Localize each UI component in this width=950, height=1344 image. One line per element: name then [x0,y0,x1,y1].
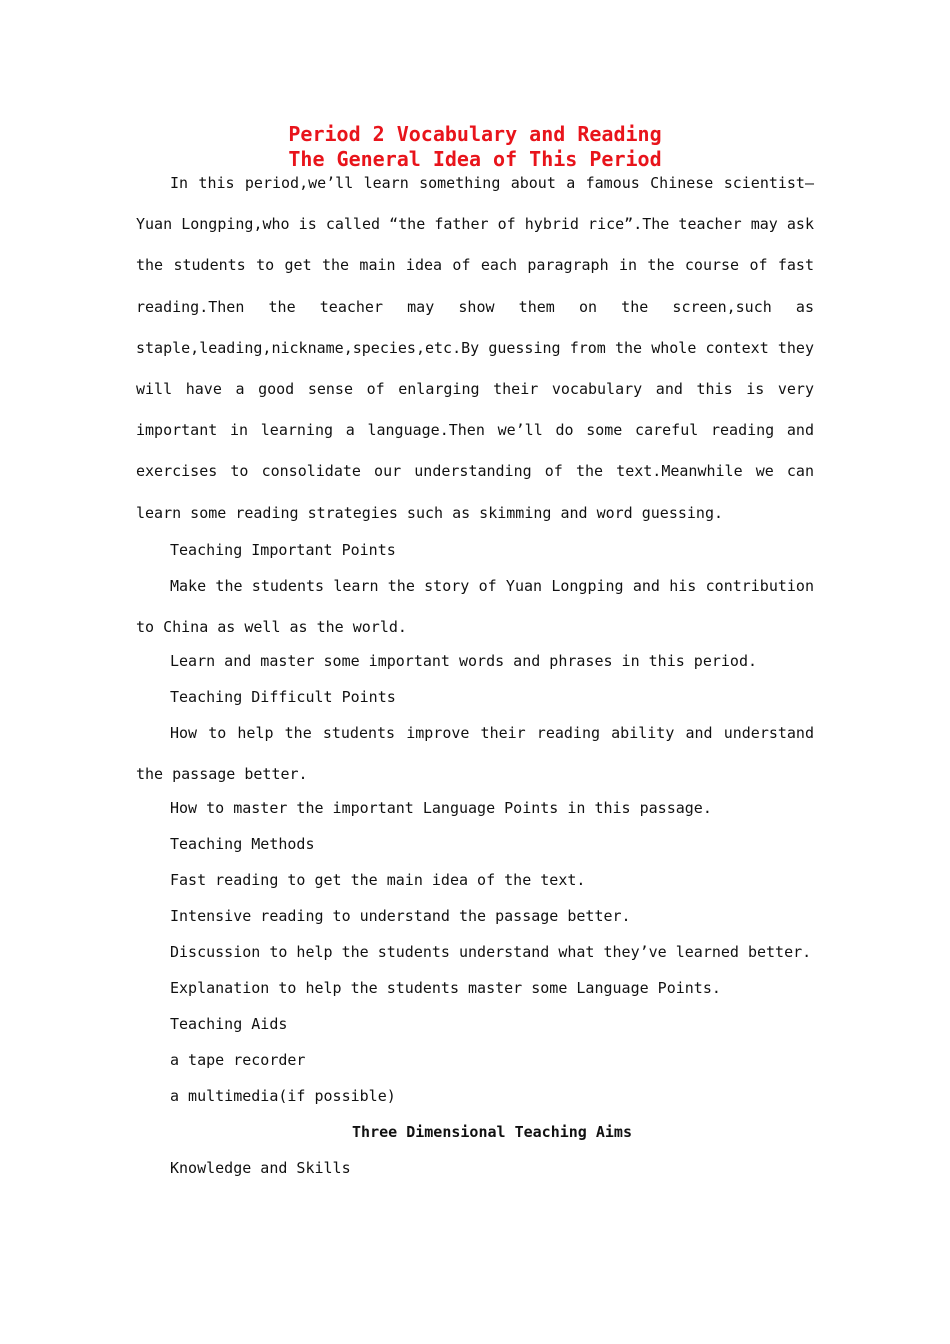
method-4: Explanation to help the students master some Language Points. [170,978,721,997]
difficult-point-1: How to help the students improve their reading ability and understand the passage better. [136,723,814,783]
aims-heading: Three Dimensional Teaching Aims [352,1122,632,1141]
document-page [136,122,814,1186]
important-point-1: Make the students learn the story of Yuan Longping and his contribution to China as well as the world. [136,576,814,636]
difficult-points-heading: Teaching Difficult Points [170,687,396,706]
methods-heading: Teaching Methods [170,834,315,853]
intro-paragraph: In this period,we’ll learn something about a famous Chinese scientist—Yuan Longping,who is called “the father of hybrid rice”.The teacher may ask the students to get the main idea of each paragraph in the course of fast reading.Then the teacher may show them on the screen,such as staple,leading,nickname,species,etc.By guessing from the whole context they will have a good sense of enlarging their vocabulary and this is very important in learning a language.Then we’ll do some careful reading and exercises to consolidate our understanding of the text.Meanwhile we can learn some reading strategies such as skimming and word guessing. [136,174,814,522]
method-3: Discussion to help the students understand what they’ve learned better. [170,942,812,961]
aids-heading: Teaching Aids [170,1014,288,1033]
knowledge-skills-heading: Knowledge and Skills [170,1158,351,1177]
general-idea-title: The General Idea of This Period [288,147,662,171]
difficult-point-2: How to master the important Language Points in this passage. [170,798,712,817]
important-points-heading: Teaching Important Points [170,540,396,559]
method-1: Fast reading to get the main idea of the text. [170,870,586,889]
document-body [136,163,814,1186]
period-title: Period 2 Vocabulary and Reading [288,122,662,146]
aid-2: a multimedia(if possible) [170,1086,396,1105]
method-2: Intensive reading to understand the passage better. [170,906,631,925]
aid-1: a tape recorder [170,1050,306,1069]
important-point-2: Learn and master some important words and phrases in this period. [170,651,757,670]
